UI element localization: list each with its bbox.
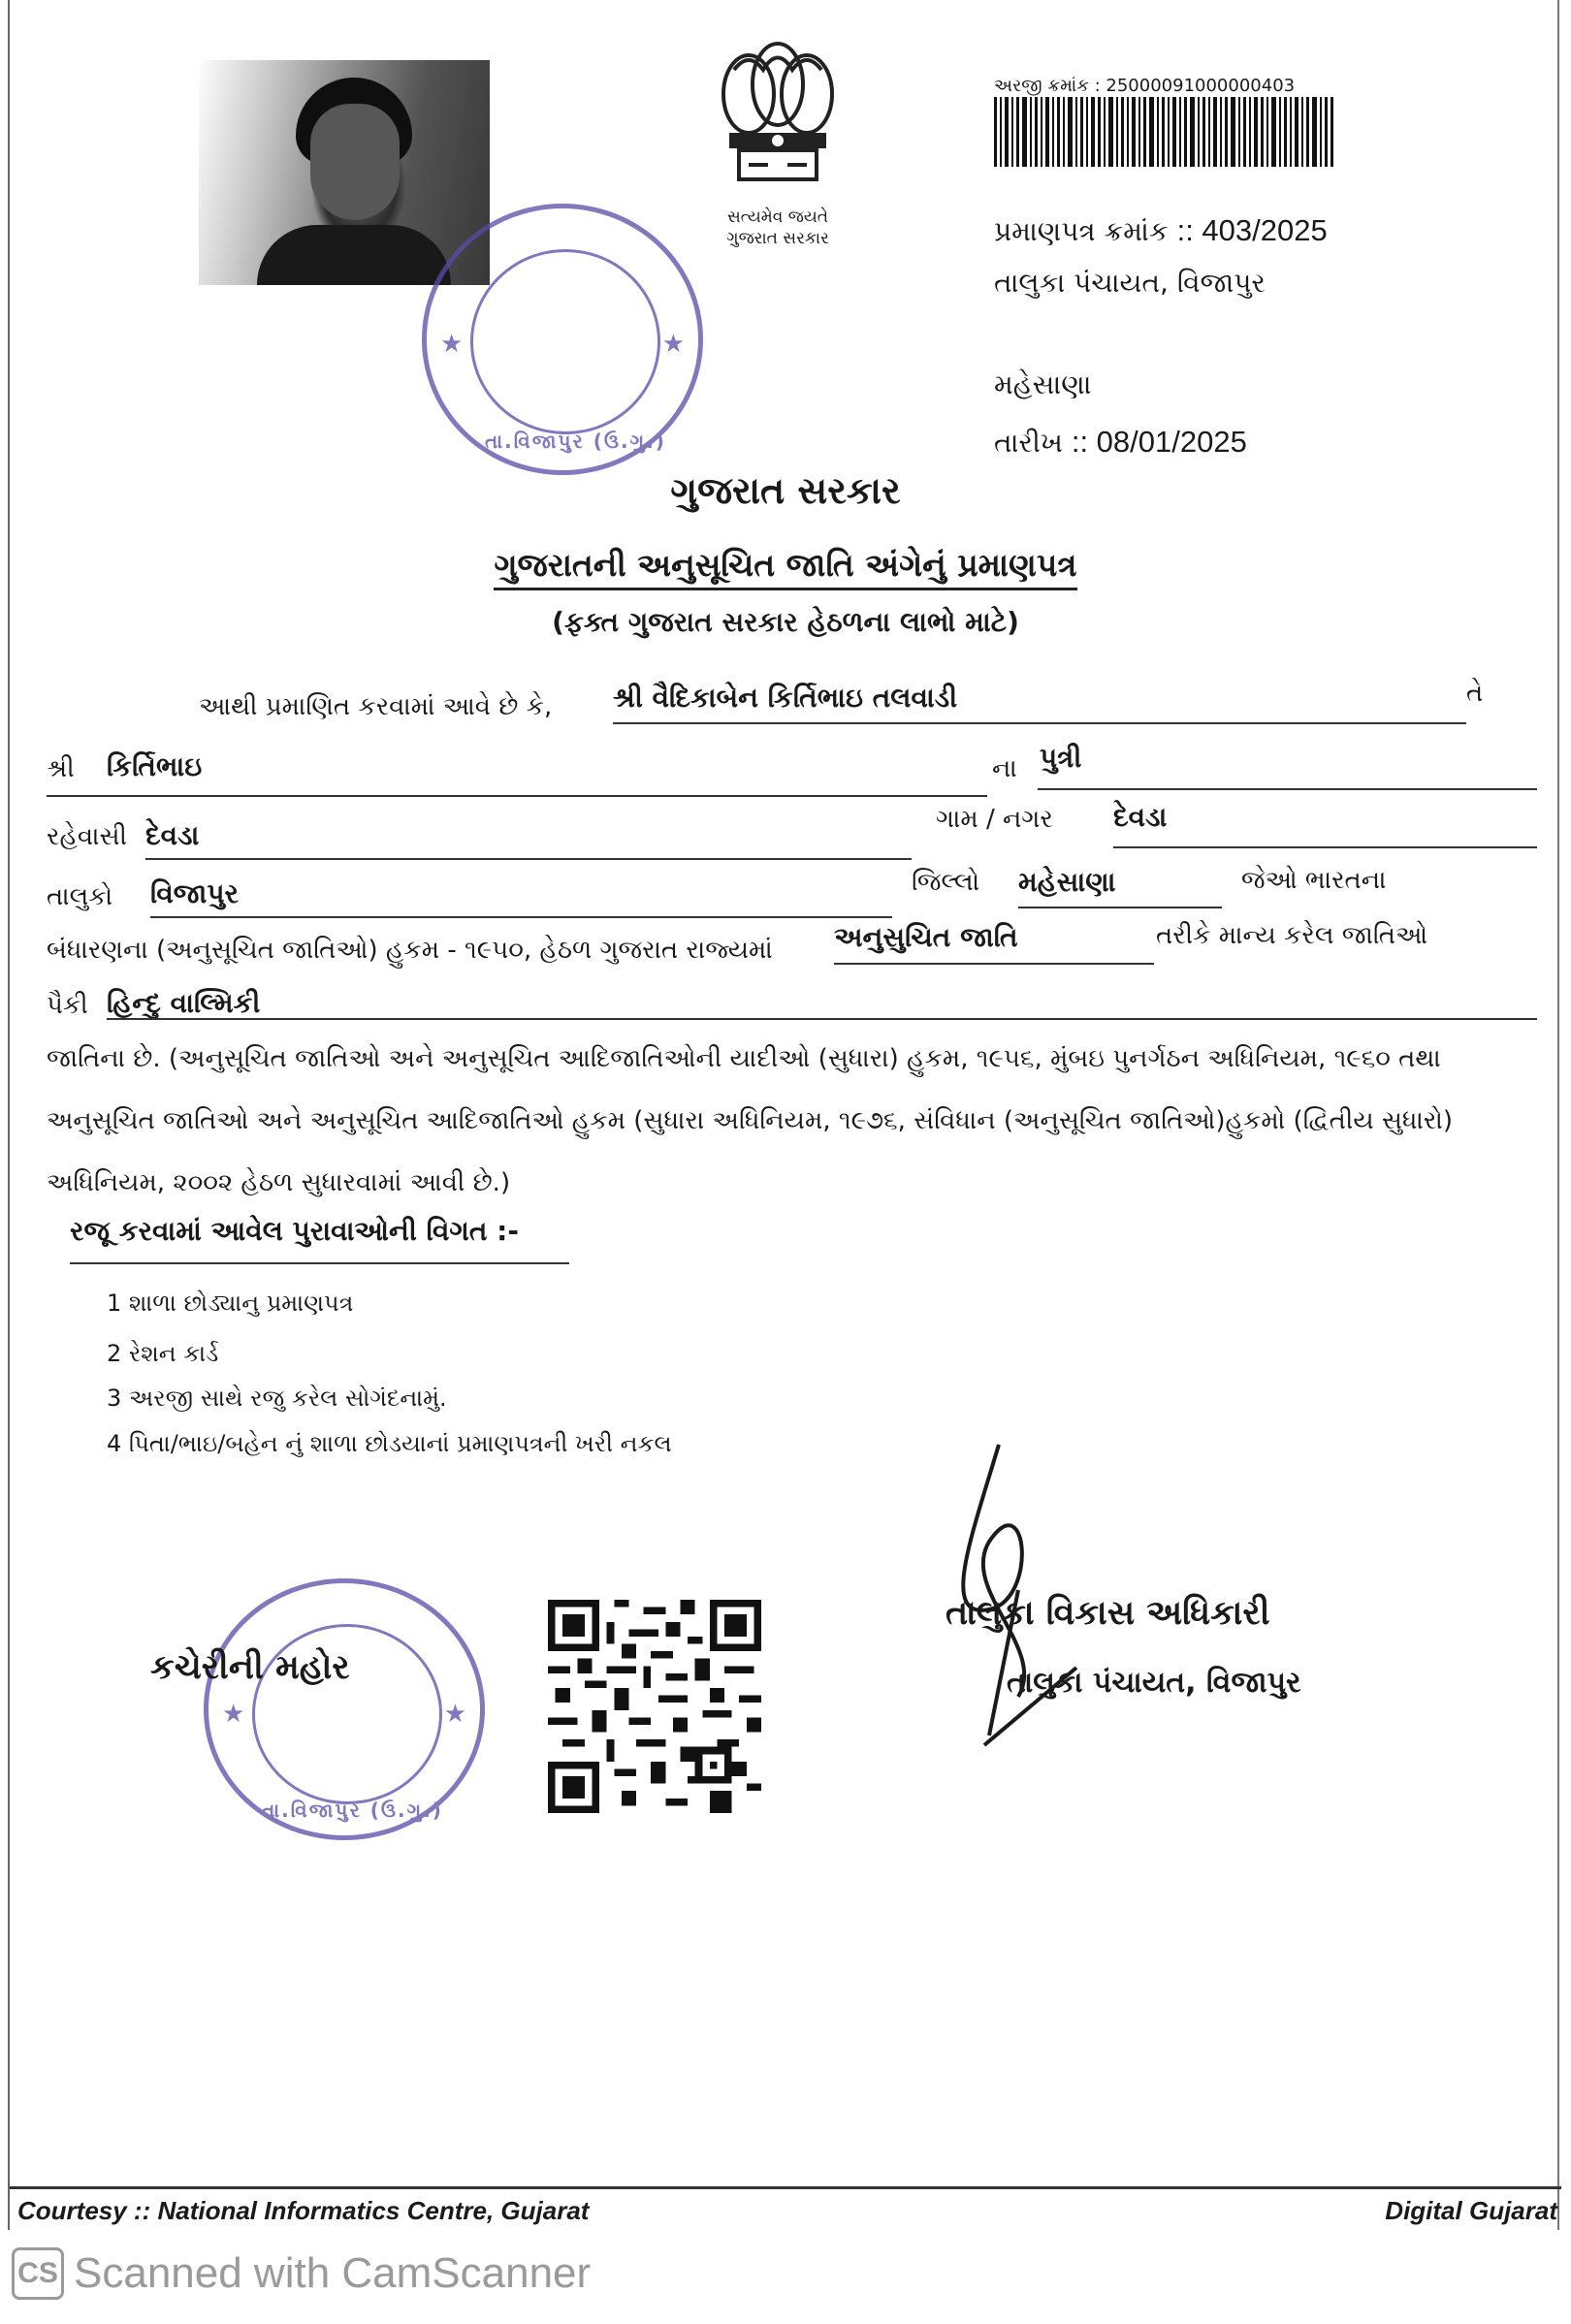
application-number: અરજી ક્રમાંક : 25000091000000403 bbox=[994, 76, 1296, 96]
evidence-item: 4 પિતા/ભાઇ/બહેન નું શાળા છોડયાનાં પ્રમાણપત્રની ખરી નકલ bbox=[107, 1430, 672, 1457]
govt-title: ગુજરાત સરકાર bbox=[670, 469, 901, 512]
applicant-name: શ્રી વૈદિકાબેન કિર્તિભાઇ તલવાડી bbox=[613, 682, 958, 714]
resident-value: દેવડા bbox=[145, 819, 200, 851]
certificate-page bbox=[8, 0, 1559, 2230]
legal-line-3: અધિનિયમ, ૨૦૦૨ હેઠળ સુધારવામાં આવી છે.) bbox=[47, 1168, 511, 1197]
qr-code bbox=[548, 1600, 761, 1813]
resident-label: રહેવાસી bbox=[47, 822, 127, 851]
signatory-designation: તાલુકા વિકાસ અધિકારી bbox=[946, 1594, 1270, 1633]
emblem-govt: ગુજરાત સરકાર bbox=[726, 229, 829, 248]
village-value: દેવડા bbox=[1113, 801, 1168, 833]
certificate-note: (ફક્ત ગુજરાત સરકાર હેઠળના લાભો માટે) bbox=[552, 606, 1019, 638]
district-value: મહેસાણા bbox=[1018, 866, 1116, 898]
issue-date-label: તારીખ bbox=[994, 427, 1063, 459]
issue-date bbox=[994, 425, 1247, 460]
order-text: બંધારણના (અનુસૂચિત જાતિઓ) હુકમ - ૧૯૫૦, હેઠળ ગુજરાત રાજ્યમાં bbox=[47, 936, 773, 965]
signature-scribble bbox=[931, 1425, 1106, 1755]
certificate-title bbox=[10, 546, 1561, 585]
office-stamp-bottom: ★ ★ તા.વિજાપુર (ઉ.ગુ.) bbox=[204, 1578, 485, 1840]
stamp-ring-text: તા.વિજાપુર (ઉ.ગુ.) bbox=[262, 1799, 443, 1822]
applicant-photo bbox=[199, 60, 490, 285]
te-text: તે bbox=[1466, 679, 1484, 708]
india-text: જેઓ ભારતના bbox=[1241, 866, 1387, 895]
taluka-value: વિજાપુર bbox=[150, 877, 240, 909]
taluka-label: તાલુકો bbox=[47, 882, 113, 911]
office-stamp-top: ★ ★ તા.વિજાપુર (ઉ.ગુ.) bbox=[422, 204, 703, 475]
issuing-office: તાલુકા પંચાયત, વિજાપુર bbox=[994, 267, 1266, 299]
certificate-number bbox=[994, 213, 1328, 248]
legal-paragraph bbox=[47, 1028, 1530, 1214]
signatory-office: તાલુકા પંચાયત, વિજાપુર bbox=[1007, 1666, 1301, 1700]
camscanner-logo-icon: CS bbox=[12, 2247, 64, 2300]
office-seal-label: કચેરીની મહોર bbox=[150, 1648, 350, 1687]
category-value: અનુસુચિત જાતિ bbox=[834, 921, 1018, 953]
lion-capital-icon bbox=[715, 41, 841, 206]
issue-date-value: :: 08/01/2025 bbox=[1071, 425, 1247, 459]
evidence-item: 1 શાળા છોડ્યાનુ પ્રમાણપત્ર bbox=[107, 1289, 354, 1317]
footer-right: Digital Gujarat bbox=[1385, 2196, 1557, 2225]
among-label: પૈકી bbox=[47, 991, 88, 1020]
intro-text: આથી પ્રમાણિત કરવામાં આવે છે કે, bbox=[199, 692, 553, 721]
caste-value: હિન્દુ વાલ્મિકી bbox=[107, 987, 261, 1019]
camscanner-watermark bbox=[12, 2247, 591, 2300]
issuing-district: મહેસાણા bbox=[994, 368, 1092, 400]
camscanner-text: Scanned with CamScanner bbox=[74, 2249, 592, 2297]
shri-label: શ્રી bbox=[47, 754, 75, 783]
legal-line-2: અનુસૂચિત જાતિઓ અને અનુસૂચિત આદિજાતિઓ હુકમ (સુધારા અધિનિયમ, ૧૯૭૬, સંવિધાન (અનુસૂચિત જાતિઓ)હુકમો (દ્વિતીય સુધારો) bbox=[47, 1106, 1453, 1135]
evidence-heading: રજૂ કરવામાં આવેલ પુરાવાઓની વિગત :- bbox=[70, 1215, 520, 1247]
footer-courtesy: Courtesy :: National Informatics Centre, Gujarat bbox=[17, 2196, 590, 2225]
recognized-text: તરીકે માન્ય કરેલ જાતિઓ bbox=[1156, 921, 1428, 950]
father-name: કિર્તિભાઇ bbox=[107, 750, 203, 782]
state-emblem bbox=[700, 41, 855, 248]
village-label: ગામ / નગર bbox=[936, 805, 1053, 834]
evidence-item: 2 રેશન કાર્ડ bbox=[107, 1340, 219, 1367]
certificate-title-text: ગુજરાતની અનુસૂચિત જાતિ અંગેનું પ્રમાણપત્ર bbox=[494, 546, 1076, 590]
stamp-ring-text: તા.વિજાપુર (ઉ.ગુ.) bbox=[485, 430, 666, 453]
barcode bbox=[994, 97, 1333, 167]
relation: પુત્રી bbox=[1040, 742, 1082, 774]
district-label: જિલ્લો bbox=[912, 868, 980, 897]
legal-line-1: જાતિના છે. (અનુસૂચિત જાતિઓ અને અનુસૂચિત આદિજાતિઓની યાદીઓ (સુધારા) હુકમ, ૧૯૫૬, મુંબઇ પુનર્ગઠન અધિનિયમ, ૧૯૬૦ તથા bbox=[47, 1044, 1441, 1073]
certificate-number-label: પ્રમાણપત્ર ક્રમાંક bbox=[994, 215, 1169, 247]
evidence-item: 3 અરજી સાથે રજુ કરેલ સોગંદનામું. bbox=[107, 1385, 447, 1412]
emblem-motto: સત્યમેવ જયતે bbox=[726, 207, 829, 227]
certificate-number-value: :: 403/2025 bbox=[1176, 213, 1328, 247]
na-label: ના bbox=[992, 754, 1017, 783]
